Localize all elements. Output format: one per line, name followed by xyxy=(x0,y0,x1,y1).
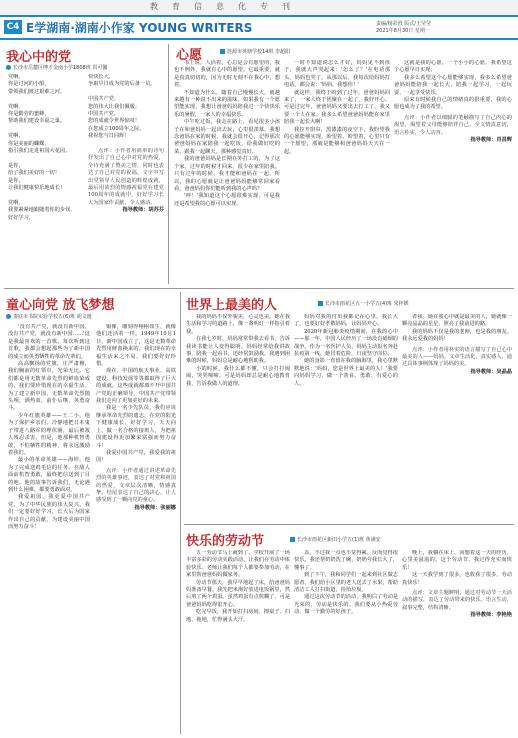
paragraph: 这一天我学到了很多，也收获了很多，劳动真快乐！ xyxy=(402,572,512,586)
paragraph: 我拉开窗帘，黑漆漆的夜空下，我盼望我的心愿能够实现。盼望着，盼望着，心里只有一个愿望，那就是能够和爸爸妈妈天天在一起。 xyxy=(284,126,390,155)
article3-tutor: 指导教师：张丽娜 xyxy=(134,504,176,511)
paragraph: '呼！'我知道这个心愿很难实现，可是我还是希望我的心愿可以实现。 xyxy=(174,193,280,207)
paragraph: 五一劳动节马上就到了，学校开展了一场丰富多彩的劳动实践活动，让我们在劳动中体验快乐。老师让我们每个人都要参加劳动，在家里帮爸爸妈妈做家务。 xyxy=(186,550,290,579)
paragraph: 小的时候，我什么都不懂，只会打打闹闹，哭哭啼啼。可是妈妈却总是耐心地教育我，告诉我做人的道理。 xyxy=(186,365,290,387)
article5-col3-text xyxy=(402,550,512,587)
article4-col3 xyxy=(402,314,512,520)
paragraph: 我爱祖国，我更爱中国共产党。为了中华民族的伟大复兴，我们一定要好好学习，长大后为国家作出自己的贡献，为建设美丽中国而努力奋斗！ xyxy=(8,494,90,530)
page-header xyxy=(0,17,518,37)
paragraph: 妈妈对我的付出我都记在心里，我长大了，也要好好孝敬妈妈，让妈妈开心。 xyxy=(294,314,398,328)
article4-title: 世界上最美的人 xyxy=(186,298,278,313)
paragraph: 就这样，我终于盼到了过年，爸爸妈妈回来了，一家人终于团聚在一起了，我好开心。可是过完年，爸爸妈妈又要出去打工了，我又要一个人在家。我多么希望爸爸妈妈能在家里陪我一起长大啊！ xyxy=(284,89,390,126)
author-icon xyxy=(6,314,11,319)
author-icon xyxy=(318,301,323,306)
paragraph: 现在，中国的航天事业、高铁建设、科技发展等等都取得了巨大的成就，这些成就都离不开中国共产党的正确领导。中国共产党带领我们走向了更加美好的未来。 xyxy=(96,368,176,405)
article1-byline: 长沙市岳麓区博才金南小学1808班 洪可馨 xyxy=(6,64,107,71)
paragraph: 少年红旗英雄——王二小，他为了保护乡亲们，冷静地把日本鬼子带进八路军的埋伏圈，最后被敌人残忍杀害。但是，他那种机智勇敢、不怕牺牲的精神，将永远激励着我们。 xyxy=(8,412,90,456)
poem-line: 我祝您与日同辉！ xyxy=(88,133,130,140)
article2-col1 xyxy=(174,60,280,284)
paragraph: '没有共产党，就没有新中国，没有共产党，就没有新中国……'这是我最喜欢的一首歌，每次听到这首歌，我都会想起那些为了新中国的成立而英勇牺牲的革命先辈们。 xyxy=(8,324,90,360)
article2-byline: 涟源市英塘学校14班 李超阳 xyxy=(220,48,290,55)
article1-poem-left xyxy=(8,74,82,274)
article4-byline: 长沙市雨花区五一小学五(4)班 朱梓媛 xyxy=(318,300,409,307)
poem-line: 您的成就令世界惊叹！ xyxy=(88,118,140,125)
paragraph: 在我七岁时，妈妈常常带我去看书，告诉我读书能让人变得聪明。妈妈经常给我讲故事，陪我一起看书，还经常鼓励我。我遇到困难的时候，妈妈总是耐心地帮助我。 xyxy=(186,336,290,365)
poem-line: 争取早日成为党的后备一员。 xyxy=(88,81,156,88)
divider xyxy=(180,292,181,734)
article5-col3 xyxy=(402,550,512,734)
article4-comment: 点评：小作者用朴实的语言描写了自己心中最美的人——妈妈。文章生活化，真实感人，通过具体事例体现了妈妈的美。 xyxy=(402,346,512,368)
poem-line: 中国共产党， xyxy=(88,111,120,118)
poem-line: 你是勤劳的蜜蜂， xyxy=(8,111,50,118)
poem-line: 在您成立100周年之际， xyxy=(88,125,145,132)
divider xyxy=(4,288,514,289)
article3-title: 童心向党 放飞梦想 xyxy=(6,298,115,313)
poem-line: 党啊， xyxy=(8,103,24,110)
article1-tutor: 指导教师：胡苏芬 xyxy=(122,207,164,214)
paragraph: 一时不知道说怎么才好，妈妈见不到孩子，我就大声哭起来：'怎么了？'在电话那头，妈妈也哭了。从那以后，我每次给妈妈打电话，都会说：'妈妈，我想你！' xyxy=(284,60,390,89)
paragraph: 中午吃过饭，我走在路上，看见很多小孩子在和爸妈妈一起出去玩，心里很羡慕，我想念爸妈在家的时候，我就会很开心，记得那次爸爸妈妈在家陪我一起吃饭，给我做好吃的菜，跟我一起聊天，那种感觉真好。 xyxy=(174,119,280,155)
page-number-badge: C4 xyxy=(4,20,22,34)
poem-line: 您的伟大让我们佩服； xyxy=(88,103,140,110)
paragraph: 我爱中国共产党，我爱我的祖国！ xyxy=(96,449,176,464)
paragraph: 铜像，雕刻得栩栩如生，就像他们还活着一样。1949年10月1日，新中国成立了，这是无数革命先烈用鲜血换来的。我们现在的幸福生活来之不易，我们要好好珍惜。 xyxy=(96,324,176,368)
paragraph: 吃完早饭，我开始打扫房间，擦桌子、扫地、拖地，忙得满头大汗。 xyxy=(186,609,290,623)
paragraph: 最小的革命英雄——海娃，他为了完成送鸡毛信的任务，在敌人面前机智勇敢，最终把信送到了目的地。他的故事告诉我们，无论遇到什么困难，都要勇敢面对。 xyxy=(8,457,90,493)
poem-line: 快快长大， xyxy=(88,74,114,80)
poem-line: 帮助我们建设幸福之巢。 xyxy=(8,118,66,125)
article1-poem-right xyxy=(88,74,162,144)
article2-col2 xyxy=(284,60,390,284)
poem-line: 是你， xyxy=(8,162,24,169)
poem-line: 你是美丽的蝴蝶， xyxy=(8,140,50,147)
paragraph: 高高飘扬的党旗，庄严肃穆，我们胸前的红领巾，光荣无比。它们都是用无数革命先烈的鲜血染成的，我们要珍惜现在的幸福生活。为了建立新中国，无数革命先烈抛头颅，洒热血，前仆后继，英勇奋斗。 xyxy=(8,361,90,412)
poem-line xyxy=(8,155,82,162)
article3-byline: 娄底市书院实验学校五(6)班 胡文逸 xyxy=(6,313,92,320)
poem-line: 党啊， xyxy=(8,199,24,206)
paragraph: 我的妈妈不仅外貌美，心灵也美。她在我生活和学习的道路上，像一盏明灯一样指引着我。 xyxy=(186,314,290,335)
page-title: E学湖南·湖南小作家 YOUNG WRITERS xyxy=(26,21,253,35)
poem-line: 我要紧紧地跟随着你的步伐， xyxy=(8,207,76,214)
article5-byline: 长沙市雨花区新田小学五(1)班 黄满安 xyxy=(290,536,381,543)
paragraph: 这就是我的心愿，一个小小的心愿。我希望这个心愿早日实现。 xyxy=(394,60,512,74)
poem-line: 好好学习， xyxy=(8,214,34,221)
article1-comment: 点评：小作者用简单的诗句抒发出了自己心中对党的热爱，全诗充满了赞美之情，同时也表达了自己对党的祝福。文字中写出党领导人民创造的辉煌成就，最后用浓烈的情感祝福党在建党100周年的成就中，好好学习长大为国家作贡献，令人感动。 xyxy=(88,148,164,206)
divider xyxy=(184,524,514,525)
paragraph: 通过这次劳动节的活动，我明白了劳动是光荣的，劳动是快乐的。我们要从小热爱劳动，做一个勤劳的好孩子。 xyxy=(294,594,398,616)
paragraph: 盖，不过我一点也不觉得累，反而觉得很快乐。我还帮奶奶洗了碗，奶奶夸我长大了，懂事了。 xyxy=(294,550,398,571)
header-rule xyxy=(0,38,518,40)
paragraph: 我的妈妈不仅是我的老师，也是我的朋友。我永远爱我的妈妈！ xyxy=(402,328,512,343)
paragraph: 书上说，人活着，心总是会有愿望的，我也不例外，我就有心中的愿望。它最重要，就是真真切切的，因为无时无刻不在我心中，想着。 xyxy=(174,60,280,89)
author-icon xyxy=(290,537,295,542)
article5-title: 快乐的劳动节 xyxy=(186,534,265,549)
poem-line: 你是过河的小船， xyxy=(8,81,50,88)
date-line: 2021年8月30日 星期一 xyxy=(376,28,430,34)
poem-line xyxy=(8,193,82,200)
article4-col2 xyxy=(294,314,398,520)
article5-col2 xyxy=(294,550,398,734)
article3-col2-text xyxy=(96,324,176,465)
article2-col3 xyxy=(394,60,512,284)
poem-line: 是你， xyxy=(8,177,24,184)
paragraph: 到了下午，我和同学们一起来到社区做志愿者，我们给小区里的老人送去了水果，帮助清洁工人打扫街道，捡拾垃圾。 xyxy=(294,572,398,594)
poem-line: 中国共产党， xyxy=(88,96,120,103)
article1-title: 我心中的党 xyxy=(6,50,72,65)
article1-comment-block xyxy=(88,148,164,260)
paragraph: 原来有时候我自己的情绪真的很重要，我的心愿也成为了我的希望。 xyxy=(394,97,512,111)
article4-col1 xyxy=(186,314,290,520)
paragraph: 2020年新冠肺炎疫情期间，在我的心中——那一年，中国人民经历了一场没有硝烟的战争。作为一名医护人员，妈妈主动报名奔赴抗疫第一线，她冒着危险，日夜坚守岗位。 xyxy=(294,328,398,358)
article4-col3-text xyxy=(402,314,512,344)
article5-tutor: 指导教师：李艳艳 xyxy=(470,612,512,619)
divider xyxy=(168,44,169,284)
article3-col1 xyxy=(8,324,90,734)
poem-line: 带领我们渡过艰难之河。 xyxy=(8,88,66,95)
article3-comment: 点评：小作者通过讲述革命先烈的英雄事迹，表达了对党和祖国的热爱，文章层次清晰，情感真挚，结尾表达了自己的决心，让人感受到了一颗向党的童心。 xyxy=(96,467,176,504)
paragraph: 劳动节那天，我早早地起了床，给爸爸妈妈准备早餐。我先把米淘好放进电饭锅里，然后煎了两个鸡蛋。虽然鸡蛋有点煎糊了，可是爸爸妈妈吃得很开心。 xyxy=(186,579,290,608)
poem-line: 党啊， xyxy=(8,74,24,80)
page-meta xyxy=(376,21,431,35)
author-icon xyxy=(220,49,225,54)
article3-col2 xyxy=(96,324,176,734)
article2-tutor: 指导教师：肖昌辉 xyxy=(470,137,512,144)
article5-col1 xyxy=(186,550,290,734)
poem-line: 党啊， xyxy=(8,133,24,140)
article2-comment: 点评：小作者以细腻的笔触描写了自己内心的渴望，渴望着父母能够陪伴自己。全文情真意切，语言朴实，令人动容。 xyxy=(394,114,512,136)
editor-line: 责编/杨彩澄 版式/王莹莹 xyxy=(376,21,431,27)
paragraph: 我是一名少先队员，我们应该继承革命先烈的遗志，在党的阳光下健康成长，好好学习，天天向上，做一名合格的接班人，为把祖国建设得更加繁荣富强而努力奋斗！ xyxy=(96,405,176,449)
poem-line: 给了我们美好的一切！ xyxy=(8,170,60,177)
paragraph: 者我。她在我心中就是最美的人，她就像一颗亮晶晶的星星，照亮了我前进的路。 xyxy=(402,314,512,328)
poem-line xyxy=(8,96,82,103)
article2-title: 心愿 xyxy=(176,48,203,63)
article4-tutor: 指导教师：吴晶晶 xyxy=(470,368,512,375)
top-slogan: 教育信息化专刊 xyxy=(150,2,304,11)
paragraph: 她的身影一直留在我的脑海里，我心里默默地说：'妈妈，您是世界上最美的人！'我要向妈妈学习，做一个善良、勇敢、有爱心的人。 xyxy=(294,358,398,387)
paragraph: 我的爸爸妈妈是长期在外打工的，为了这个家，过年的时候才回来，很少在家里陪我。只有过年的时候，我才能和爸妈在一起，所以，我的心愿就是让爸爸妈妈能够常回家看看，爸爸妈妈你们能听到我的心声吗？ xyxy=(174,156,280,192)
author-icon xyxy=(6,65,11,70)
poem-line: 指引我们走进祖国大花园。 xyxy=(8,148,71,155)
poem-line: 让我们健康快乐地成长！ xyxy=(8,185,66,192)
paragraph: 我多么希望这个心愿能够实现，我多么希望爸爸妈妈能陪我一起长大，陪我一起学习，一起玩耍，一起享受快乐。 xyxy=(394,74,512,96)
article5-comment: 点评：文章主题鲜明，通过对劳动节一天活动的描写，表达了劳动带来的快乐。语言生动，叙事完整，结构清晰。 xyxy=(402,590,512,611)
paragraph: 晚上，我躺在床上，回想着这一天的经历，心里美滋滋的。这个劳动节，我过得充实而快乐！ xyxy=(402,550,512,571)
top-banner xyxy=(0,0,518,17)
article2-col3-text xyxy=(394,60,512,112)
paragraph: 不知道为什么，随着自己慢慢长大，就越来越有一种说不出来的滋味。如果我有一个愿望能实现，我想让爸爸妈妈陪我过一个快快乐乐的暑假，一家人的幸福快乐。 xyxy=(174,89,280,118)
